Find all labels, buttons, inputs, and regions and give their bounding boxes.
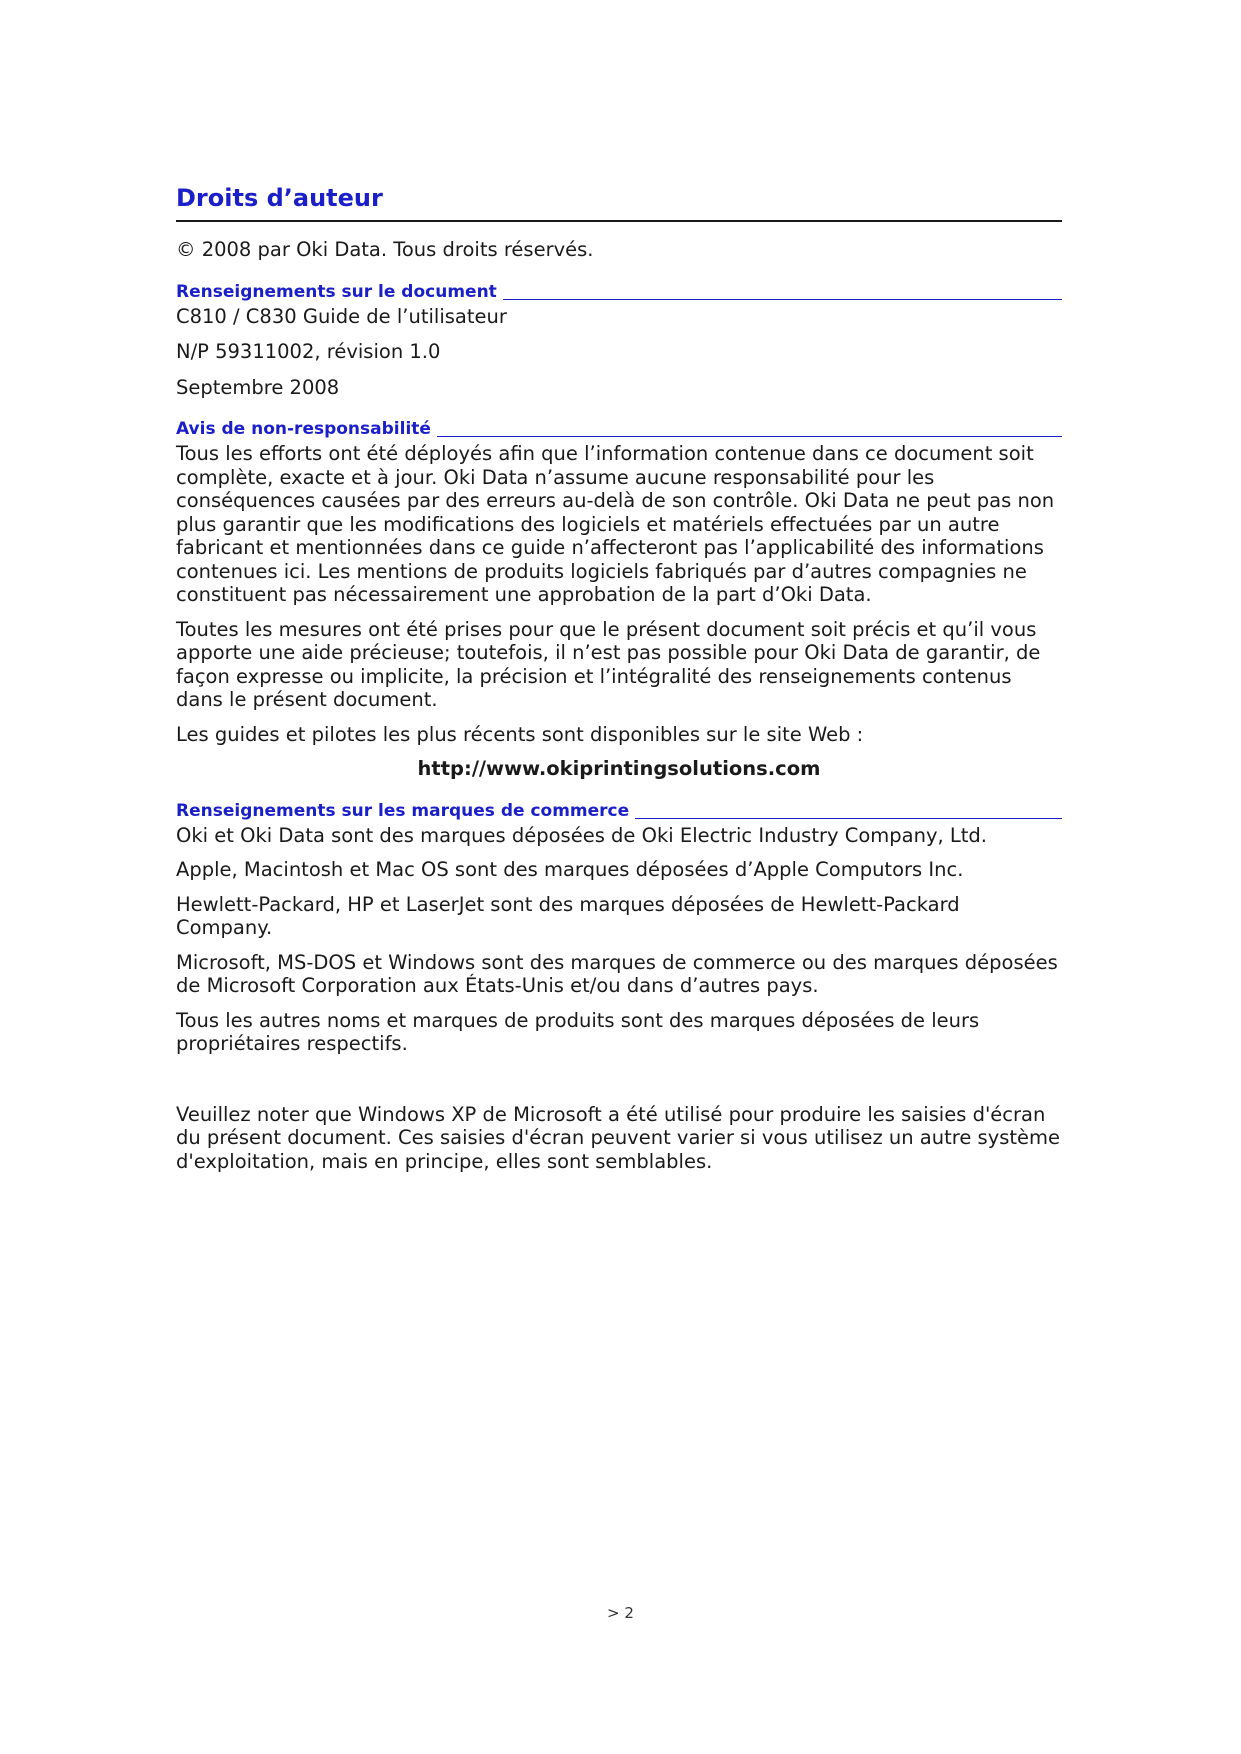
screenshot-note: Veuillez noter que Windows XP de Microsoft a été utilisé pour produire les saisies d'écran du présent document. Ces saisies d'écran peuvent varier si vous utilisez un autre système d'exploitation, mais en principe, elles sont semblables. xyxy=(176,1102,1061,1173)
section-heading-label: Avis de non-responsabilité xyxy=(176,419,431,439)
trademark-paragraph: Apple, Macintosh et Mac OS sont des marques déposées d’Apple Computors Inc. xyxy=(176,858,964,881)
disclaimer-paragraph: Tous les efforts ont été déployés afin que l’information contenue dans ce document soit complète, exacte et à jour. Oki Data n’assume aucune responsabilité pour les conséquences causées par des erreurs au-delà de son contrôle. Oki Data ne peut pas non plus garantir que les modifications des logiciels et matériels effectuées par un autre fabricant et mentionnées dans ce guide n’affecteront pas l’applicabilité des informations contenues ici. Les mentions de produits logiciels fabriqués par d’autres compagnies ne constituent pas nécessairement une approbation de la part d’Oki Data. xyxy=(176,442,1055,606)
section-heading-label: Renseignements sur les marques de commerce xyxy=(176,800,630,821)
document-part-number: N/P 59311002, révision 1.0 xyxy=(176,340,441,363)
section-heading-label: Renseignements sur le document xyxy=(176,281,497,302)
section-heading-trademarks xyxy=(176,799,1062,821)
disclaimer-paragraph: Les guides et pilotes les plus récents sont disponibles sur le site Web : xyxy=(176,722,864,746)
trademark-paragraph: Tous les autres noms et marques de produits sont des marques déposées de leurs propriétaires respectifs. xyxy=(176,1008,980,1055)
trademark-paragraph: Hewlett-Packard, HP et LaserJet sont des marques déposées de Hewlett-Packard Company. xyxy=(176,892,960,939)
section-heading-rule xyxy=(503,299,1062,300)
disclaimer-paragraph: Toutes les mesures ont été prises pour que le présent document soit précis et qu’il vous apporte une aide précieuse; toutefois, il n’est pas possible pour Oki Data de garantir, de façon expresse ou implicite, la précision et l’intégralité des renseignements contenus dans le présent document. xyxy=(176,617,1041,711)
section-heading-rule xyxy=(635,818,1062,819)
website-link[interactable]: http://www.okiprintingsolutions.com xyxy=(417,757,821,780)
document-name: C810 / C830 Guide de l’utilisateur xyxy=(176,304,507,328)
section-heading-document-info xyxy=(176,280,1062,302)
page-content xyxy=(176,180,1062,1173)
trademark-paragraph: Microsoft, MS-DOS et Windows sont des marques de commerce ou des marques déposées de Microsoft Corporation aux États-Unis et/ou dans d’autres pays. xyxy=(176,950,1058,997)
spacer xyxy=(176,1056,1062,1103)
page-number: > 2 xyxy=(607,1604,634,1622)
section-heading-disclaimer xyxy=(176,417,1062,439)
document-date: Septembre 2008 xyxy=(176,375,340,399)
section-heading-rule xyxy=(437,436,1062,437)
trademark-paragraph: Oki et Oki Data sont des marques déposées de Oki Electric Industry Company, Ltd. xyxy=(176,823,987,847)
copyright-notice: © 2008 par Oki Data. Tous droits réservés. xyxy=(176,238,594,261)
page-title: Droits d’auteur xyxy=(176,180,1062,222)
